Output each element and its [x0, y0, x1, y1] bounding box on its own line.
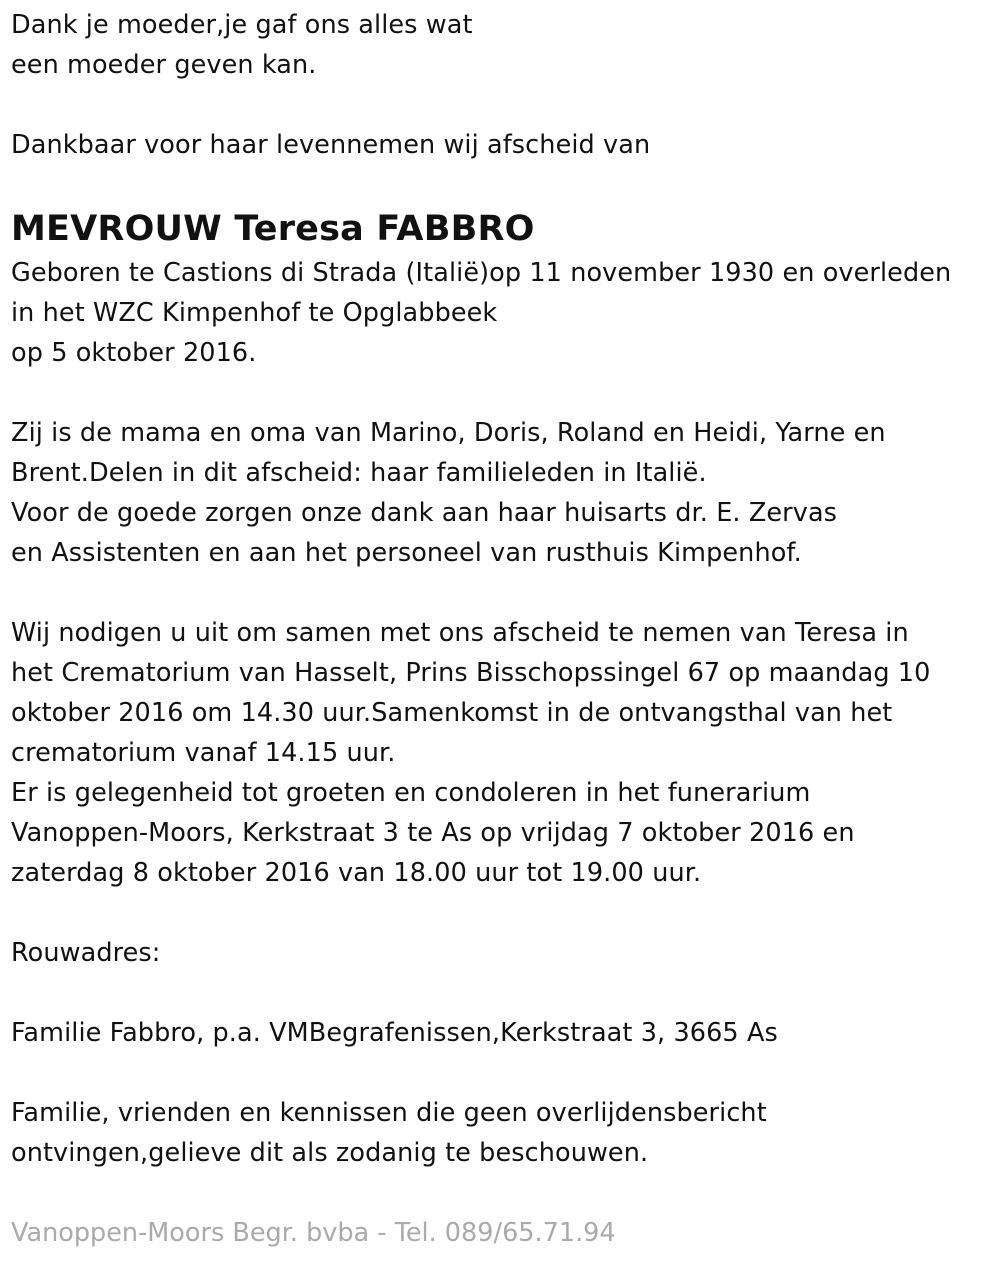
- spacer: [11, 573, 991, 613]
- spacer: [11, 373, 991, 413]
- notice-line: ontvingen,gelieve dit als zodanig te beschouwen.: [11, 1138, 649, 1168]
- family-line: Voor de goede zorgen onze dank aan haar huisarts dr. E. Zervas: [11, 498, 838, 528]
- address-label: Rouwadres:: [11, 938, 161, 968]
- birth-death-line: Geboren te Castions di Strada (Italië)op 11 november 1930 en overleden: [11, 258, 952, 288]
- spacer: [11, 85, 991, 125]
- family-line: Zij is de mama en oma van Marino, Doris, Roland en Heidi, Yarne en: [11, 418, 886, 448]
- birth-death-line: in het WZC Kimpenhof te Opglabbeek: [11, 298, 498, 328]
- death-notice: [11, 5, 991, 1253]
- ceremony-line: oktober 2016 om 14.30 uur.Samenkomst in de ontvangsthal van het: [11, 698, 893, 728]
- intro-text: Dankbaar voor haar levennemen wij afscheid van: [11, 130, 651, 160]
- spacer: [11, 973, 991, 1013]
- ceremony-line: het Crematorium van Hasselt, Prins Bisschopssingel 67 op maandag 10: [11, 658, 931, 688]
- ceremony-line: zaterdag 8 oktober 2016 van 18.00 uur tot 19.00 uur.: [11, 858, 702, 888]
- ceremony-line: Vanoppen-Moors, Kerkstraat 3 te As op vrijdag 7 oktober 2016 en: [11, 818, 855, 848]
- deceased-name: MEVROUW Teresa FABBRO: [11, 209, 535, 249]
- mourning-address: Familie Fabbro, p.a. VMBegrafenissen,Kerkstraat 3, 3665 As: [11, 1018, 778, 1048]
- ceremony-line: Wij nodigen u uit om samen met ons afscheid te nemen van Teresa in: [11, 618, 909, 648]
- funeral-home-footer: Vanoppen-Moors Begr. bvba - Tel. 089/65.71.94: [11, 1218, 616, 1248]
- birth-death-line: op 5 oktober 2016.: [11, 338, 257, 368]
- ceremony-line: crematorium vanaf 14.15 uur.: [11, 738, 396, 768]
- poem-line: een moeder geven kan.: [11, 50, 317, 80]
- spacer: [11, 1053, 991, 1093]
- notice-line: Familie, vrienden en kennissen die geen overlijdensbericht: [11, 1098, 767, 1128]
- spacer: [11, 893, 991, 933]
- spacer: [11, 1173, 991, 1213]
- spacer: [11, 165, 991, 205]
- ceremony-line: Er is gelegenheid tot groeten en condoleren in het funerarium: [11, 778, 811, 808]
- poem-line: Dank je moeder,je gaf ons alles wat: [11, 10, 473, 40]
- family-line: en Assistenten en aan het personeel van rusthuis Kimpenhof.: [11, 538, 802, 568]
- family-line: Brent.Delen in dit afscheid: haar familieleden in Italië.: [11, 458, 707, 488]
